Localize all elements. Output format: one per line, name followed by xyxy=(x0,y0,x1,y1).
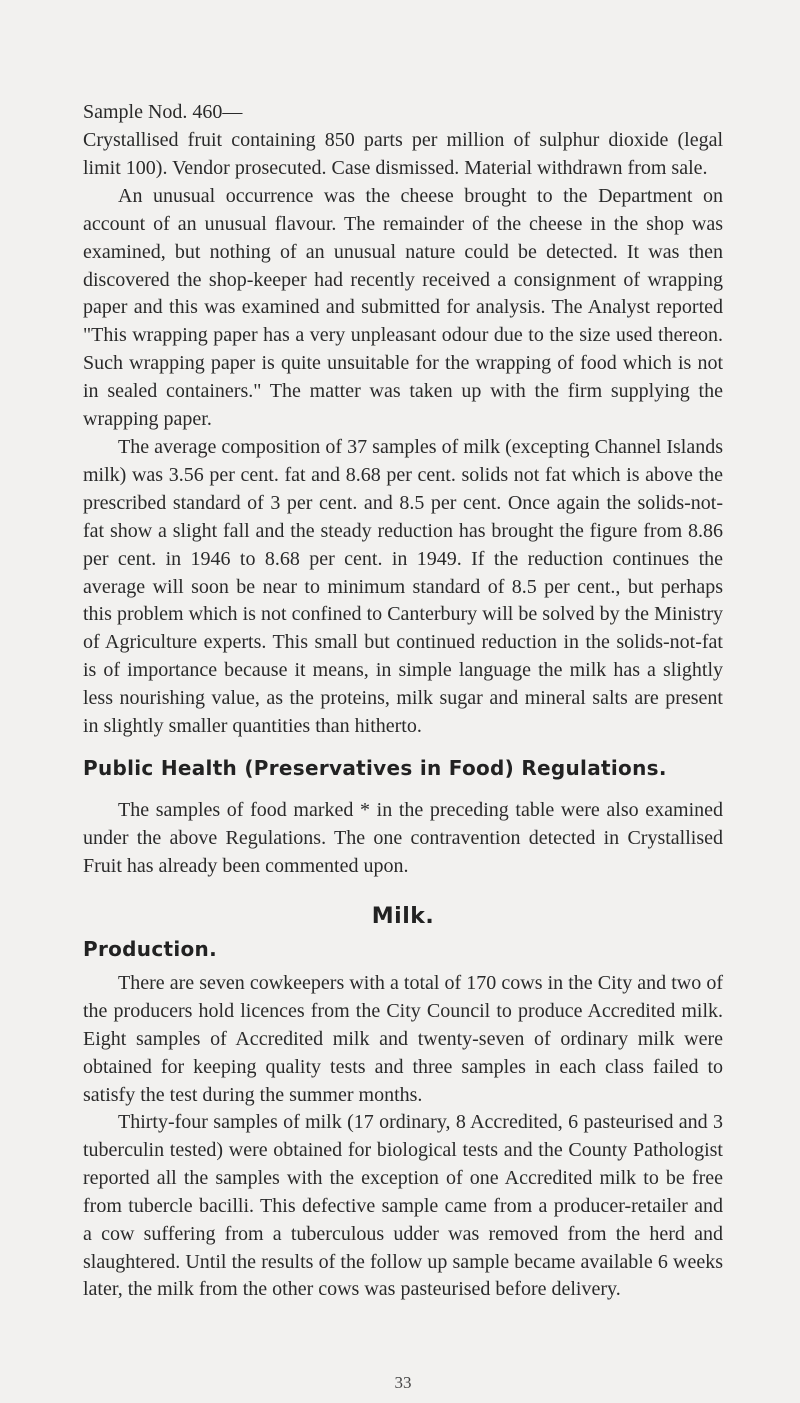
milk-heading: Milk. xyxy=(371,904,435,929)
production-paragraph-2: Thirty-four samples of milk (17 ordinary, 8 Accredited, 6 pasteurised and 3 tuberculin tested) were obtained for biological tests and the County Pathologist reported all the samples with the exception of one Accredited milk to be free from tubercle bacilli. This defective sample came from a producer-retailer and a cow suffering from a tuberculous udder was removed from the herd and slaughtered. Until the results of the follow up sample became available 6 weeks later, the milk from the other cows was pasteurised before delivery. xyxy=(83,1111,723,1301)
cheese-paragraph: An unusual occurrence was the cheese brought to the Department on account of an unusual flavour. The remainder of the cheese in the shop was examined, but nothing of an unusual nature could be detected. It was then discovered the shop-keeper had recently received a consignment of wrapping paper and this was examined and submitted for analysis. The Analyst reported "This wrapping paper has a very unpleasant odour due to the size used thereon. Such wrapping paper is quite unsuitable for the wrapping of food which is not in sealed containers." The matter was taken up with the firm supplying the wrapping paper. xyxy=(83,184,723,431)
production-heading: Production. xyxy=(83,937,217,961)
sample-description: Crystallised fruit containing 850 parts per million of sulphur dioxide (legal limit 100). Vendor prosecuted. Case dismissed. Material withdrawn from sale. xyxy=(83,129,723,179)
regulations-paragraph: The samples of food marked * in the preceding table were also examined under the above Regulations. The one contravention detected in Crystallised Fruit has already been commented upon. xyxy=(83,799,723,877)
page-number: 33 xyxy=(394,1373,412,1392)
milk-composition-paragraph: The average composition of 37 samples of milk (excepting Channel Islands milk) was 3.56 per cent. fat and 8.68 per cent. solids not fat which is above the prescribed standard of 3 per cent. and 8.5 per cent. Once again the solids-not-fat show a slight fall and the steady reduction has brought the figure from 8.86 per cent. in 1946 to 8.68 per cent. in 1949. If the reduction continues the average will soon be near to minimum standard of 8.5 per cent., but perhaps this problem which is not confined to Canterbury will be solved by the Ministry of Agriculture experts. This small but continued reduction in the solids-not-fat is of importance because it means, in simple language the milk has a slightly less nourishing value, as the proteins, milk sugar and mineral salts are present in slightly smaller quantities than hitherto. xyxy=(83,435,723,738)
opening-block xyxy=(83,127,723,741)
regulations-heading: Public Health (Preservatives in Food) Regulations. xyxy=(83,756,667,780)
production-paragraph-1: There are seven cowkeepers with a total of 170 cows in the City and two of the producers hold licences from the City Council to produce Accredited milk. Eight samples of Accredited milk and twenty-seven of ordinary milk were obtained for keeping quality tests and three samples in each class failed to satisfy the test during the summer months. xyxy=(83,972,723,1106)
sample-label: Sample Nod. 460— xyxy=(83,101,243,123)
